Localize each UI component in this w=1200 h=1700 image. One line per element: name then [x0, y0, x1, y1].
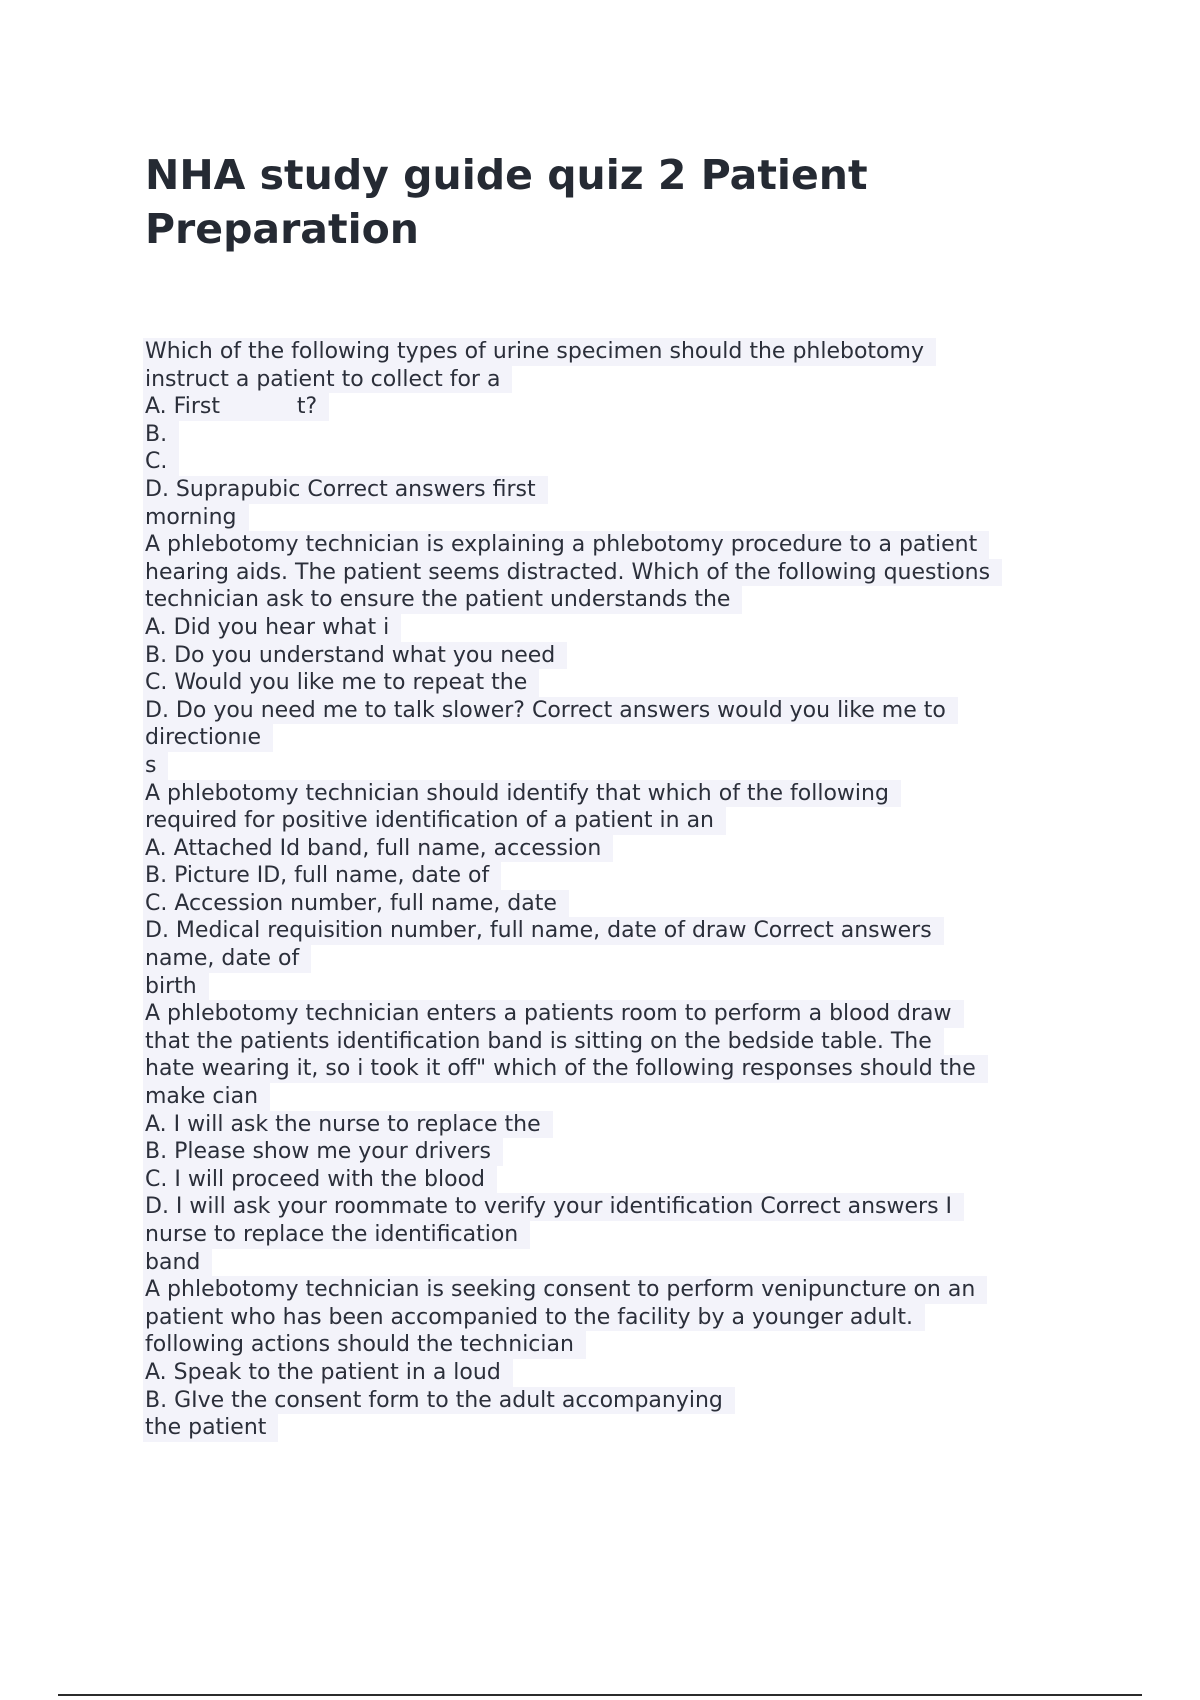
text-line: A. Attached Id band, full name, accession	[145, 835, 1145, 863]
text-line: B. Please show me your drivers	[145, 1138, 1145, 1166]
text-line: birth	[145, 973, 1145, 1001]
text-line: Which of the following types of urine specimen should the phlebotomy	[145, 338, 1145, 366]
text-line: D. Medical requisition number, full name, date of draw Correct answers	[145, 917, 1145, 945]
text-line: required for positive identification of a patient in an	[145, 807, 1145, 835]
text-line: morning	[145, 504, 1145, 532]
text-line: directionıe	[145, 724, 1145, 752]
text-line: band	[145, 1249, 1145, 1277]
text-line: A. Speak to the patient in a loud	[145, 1359, 1145, 1387]
text-line: following actions should the technician	[145, 1331, 1145, 1359]
text-line: D. Do you need me to talk slower? Correct answers would you like me to	[145, 697, 1145, 725]
text-line: B. GIve the consent form to the adult accompanying	[145, 1387, 1145, 1415]
page-title: NHA study guide quiz 2 Patient Preparation	[145, 151, 868, 253]
text-line: hearing aids. The patient seems distracted. Which of the following questions	[145, 559, 1145, 587]
text-line: name, date of	[145, 945, 1145, 973]
text-line: B.	[145, 421, 1145, 449]
document-body	[145, 338, 1145, 1442]
text-line: C.	[145, 448, 1145, 476]
text-line: D. I will ask your roommate to verify your identification Correct answers I	[145, 1193, 1145, 1221]
text-line: A phlebotomy technician is seeking consent to perform venipuncture on an	[145, 1276, 1145, 1304]
text-line: B. Do you understand what you need	[145, 642, 1145, 670]
text-line: s	[145, 752, 1145, 780]
text-line: D. Suprapubic Correct answers first	[145, 476, 1145, 504]
text-line: A. Did you hear what i	[145, 614, 1145, 642]
text-line: technician ask to ensure the patient understands the	[145, 586, 1145, 614]
text-line: A. First t?	[145, 393, 1145, 421]
text-line: A phlebotomy technician is explaining a phlebotomy procedure to a patient	[145, 531, 1145, 559]
footer-divider	[58, 1694, 1142, 1696]
text-line: hate wearing it, so i took it off" which of the following responses should the	[145, 1055, 1145, 1083]
text-line: instruct a patient to collect for a	[145, 366, 1145, 394]
text-line: C. Accession number, full name, date	[145, 890, 1145, 918]
text-line: A phlebotomy technician should identify that which of the following	[145, 780, 1145, 808]
text-line: patient who has been accompanied to the facility by a younger adult.	[145, 1304, 1145, 1332]
text-line: C. I will proceed with the blood	[145, 1166, 1145, 1194]
text-line: make cian	[145, 1083, 1145, 1111]
text-line: nurse to replace the identification	[145, 1221, 1145, 1249]
text-line: that the patients identification band is sitting on the bedside table. The	[145, 1028, 1145, 1056]
text-line: B. Picture ID, full name, date of	[145, 862, 1145, 890]
text-line: the patient	[145, 1414, 1145, 1442]
text-line: C. Would you like me to repeat the	[145, 669, 1145, 697]
text-line: A phlebotomy technician enters a patients room to perform a blood draw	[145, 1000, 1145, 1028]
text-line: A. I will ask the nurse to replace the	[145, 1111, 1145, 1139]
